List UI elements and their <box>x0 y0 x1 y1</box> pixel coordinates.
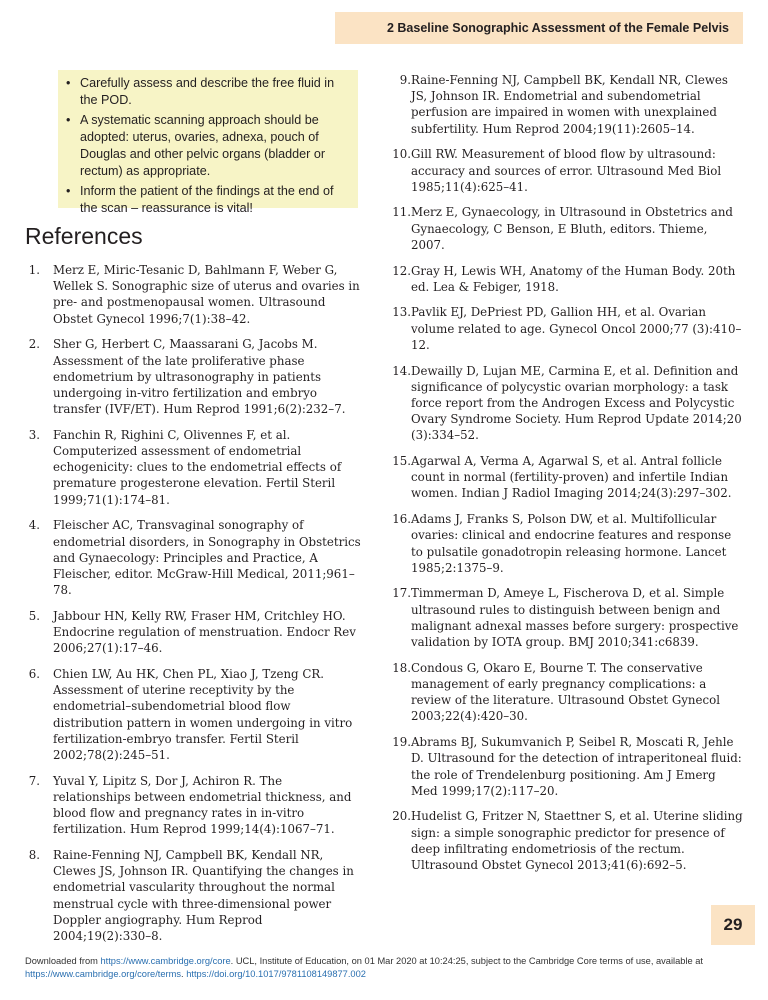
reference-item <box>389 660 743 725</box>
reference-number: 2. <box>28 337 40 352</box>
reference-item <box>25 773 363 838</box>
references-left-column <box>25 262 363 954</box>
reference-number: 13. <box>392 305 411 320</box>
reference-number: 9. <box>399 73 411 87</box>
reference-item <box>389 72 743 137</box>
references-heading: References <box>25 223 143 249</box>
reference-text: Chien LW, Au HK, Chen PL, Xiao J, Tzeng CR. Assessment of uterine receptivity by the endometrial–subendometrial blood flow distribution pattern in women undergoing in vitro fertilization-embryo transfer. Fertil Steril 2002;78(2):245–51. <box>53 666 353 762</box>
reference-text: Pavlik EJ, DePriest PD, Gallion HH, et al. Ovarian volume related to age. Gynecol Oncol 2000;77 (3):410–12. <box>411 305 742 352</box>
reference-item <box>25 336 363 417</box>
reference-item <box>25 608 363 657</box>
key-point: • A systematic scanning approach should be adopted: uterus, ovaries, adnexa, pouch of Douglas and other pelvic organs (bladder or rectum) as appropriate. <box>80 112 352 180</box>
reference-number: 3. <box>28 427 40 442</box>
page-number: 29 <box>723 915 743 934</box>
reference-text: Yuval Y, Lipitz S, Dor J, Achiron R. The relationships between endometrial thickness, and blood flow and pregnancy rates in in-vitro fertilization. Hum Reprod 1999;14(4):1067–71. <box>53 773 352 837</box>
reference-text: Hudelist G, Fritzer N, Staettner S, et al. Uterine sliding sign: a simple sonographic predictor for presence of deep infiltrating endometriosis of the rectum. Ultrasound Obstet Gynecol 2013;41(6):692–5. <box>411 809 743 873</box>
footer-link-core[interactable]: https://www.cambridge.org/core <box>100 956 231 966</box>
download-footer <box>25 955 725 980</box>
reference-number: 15. <box>392 454 411 469</box>
reference-text: Adams J, Franks S, Polson DW, et al. Multifollicular ovaries: clinical and endocrine features and response to pulsatile gonadotropin releasing hormone. Lancet 1985;2:1375–9. <box>411 512 732 575</box>
reference-text: Abrams BJ, Sukumvanich P, Seibel R, Moscati R, Jehle D. Ultrasound for the detection of intraperitoneal fluid: the role of Trendelenburg positioning. Am J Emerg Med 1999;17(2):117–20. <box>411 735 742 798</box>
reference-number: 6. <box>28 666 40 681</box>
reference-item <box>25 427 363 508</box>
reference-item <box>389 453 743 502</box>
reference-number: 16. <box>392 512 411 527</box>
page-number-box <box>711 905 755 945</box>
reference-item <box>25 847 363 944</box>
reference-text: Merz E, Gynaecology, in Ultrasound in Obstetrics and Gynaecology, C Benson, E Bluth, editors. Thieme, 2007. <box>411 205 733 252</box>
key-point: • Inform the patient of the findings at the end of the scan – reassurance is vital! <box>80 183 352 217</box>
reference-item <box>25 517 363 598</box>
reference-number: 17. <box>392 586 411 601</box>
reference-text: Agarwal A, Verma A, Agarwal S, et al. Antral follicle count in normal (fertility-proven) and infertile Indian women. Indian J Radiol Imaging 2014;24(3):297–302. <box>411 454 732 501</box>
reference-text: Condous G, Okaro E, Bourne T. The conservative management of early pregnancy complications: a review of the literature. Ultrasound Obstet Gynecol 2003;22(4):420–30. <box>411 660 720 724</box>
references-right-column <box>389 72 743 883</box>
reference-number: 20. <box>392 809 411 824</box>
key-points-box <box>58 70 358 215</box>
key-point: • Carefully assess and describe the free fluid in the POD. <box>80 75 352 109</box>
reference-number: 10. <box>392 147 411 162</box>
footer-prefix: Downloaded from <box>25 956 101 966</box>
reference-number: 8. <box>28 848 40 862</box>
reference-item <box>25 262 363 327</box>
reference-text: Merz E, Miric-Tesanic D, Bahlmann F, Weber G, Wellek S. Sonographic size of uterus and ovaries in pre- and postmenopausal women. Ultrasound Obstet Gynecol 1996;7(1):38–42. <box>53 263 360 326</box>
footer-middle: . UCL, Institute of Education, on 01 Mar 2020 at 10:24:25, subject to the Cambridge Core terms of use, available at <box>230 956 704 966</box>
reference-item <box>389 204 743 253</box>
reference-number: 12. <box>392 263 411 278</box>
reference-number: 1. <box>28 263 40 277</box>
footer-link-terms[interactable]: https://www.cambridge.org/core/terms <box>25 968 182 979</box>
reference-text: Jabbour HN, Kelly RW, Fraser HM, Critchley HO. Endocrine regulation of menstruation. Endocr Rev 2006;27(1):17–46. <box>53 608 356 656</box>
reference-number: 4. <box>28 518 40 533</box>
reference-number: 11. <box>392 205 411 220</box>
reference-item <box>389 304 743 353</box>
reference-text: Gill RW. Measurement of blood flow by ultrasound: accuracy and sources of error. Ultrasound Med Biol 1985;11(4):625–41. <box>411 147 722 194</box>
reference-item <box>389 808 743 873</box>
reference-item <box>389 511 743 576</box>
reference-text: Fleischer AC, Transvaginal sonography of endometrial disorders, in Sonography in Obstetrics and Gynaecology: Principles and Practice, A Fleischer, editor. McGraw-Hill Medical, 2011;961–78. <box>53 518 361 598</box>
reference-text: Fanchin R, Righini C, Olivennes F, et al. Computerized assessment of endometrial echogenicity: clues to the endometrial effects of premature progesterone elevation. Fertil Steril 1999;71(1):174–81. <box>53 427 342 507</box>
reference-number: 7. <box>28 773 40 788</box>
reference-item <box>389 734 743 799</box>
reference-item <box>25 666 363 763</box>
reference-text: Dewailly D, Lujan ME, Carmina E, et al. Definition and significance of polycystic ovarian morphology: a task force report from the Androgen Excess and Polycystic Ovary Syndrome Society. Hum Reprod Update 2014;20 (3):334–52. <box>411 363 742 443</box>
footer-separator: . <box>181 968 187 979</box>
reference-number: 14. <box>392 363 411 378</box>
reference-text: Gray H, Lewis WH, Anatomy of the Human Body. 20th ed. Lea & Febiger, 1918. <box>411 263 736 294</box>
reference-item <box>389 585 743 650</box>
reference-text: Timmerman D, Ameye L, Fischerova D, et al. Simple ultrasound rules to distinguish between benign and malignant adnexal masses before surgery: prospective validation by IOTA group. BMJ 2010;341:c6839. <box>411 586 739 650</box>
key-points-list <box>58 70 358 217</box>
reference-text: Raine-Fenning NJ, Campbell BK, Kendall NR, Clewes JS, Johnson IR. Endometrial and subendometrial perfusion are impaired in women with unexplained subfertility. Hum Reprod 2004;19(11):2605–14. <box>411 73 728 136</box>
reference-number: 5. <box>28 608 40 623</box>
reference-item <box>389 363 743 444</box>
running-head-text: 2 Baseline Sonographic Assessment of the Female Pelvis <box>386 21 729 35</box>
reference-number: 18. <box>392 660 411 675</box>
reference-text: Sher G, Herbert C, Maassarani G, Jacobs M. Assessment of the late proliferative phase endometrium by ultrasonography in patients undergoing in-vitro fertilization and embryo transfer (IVF/ET). Hum Reprod 1991;6(2):232–7. <box>53 337 346 417</box>
reference-item <box>389 146 743 195</box>
running-head <box>335 12 743 44</box>
reference-text: Raine-Fenning NJ, Campbell BK, Kendall NR, Clewes JS, Johnson IR. Quantifying the changes in endometrial vascularity throughout the normal menstrual cycle with three-dimensional power Doppler angiography. Hum Reprod 2004;19(2):330–8. <box>53 848 354 944</box>
reference-number: 19. <box>392 735 411 750</box>
footer-link-doi[interactable]: https://doi.org/10.1017/9781108149877.002 <box>186 968 366 979</box>
reference-item <box>389 263 743 295</box>
